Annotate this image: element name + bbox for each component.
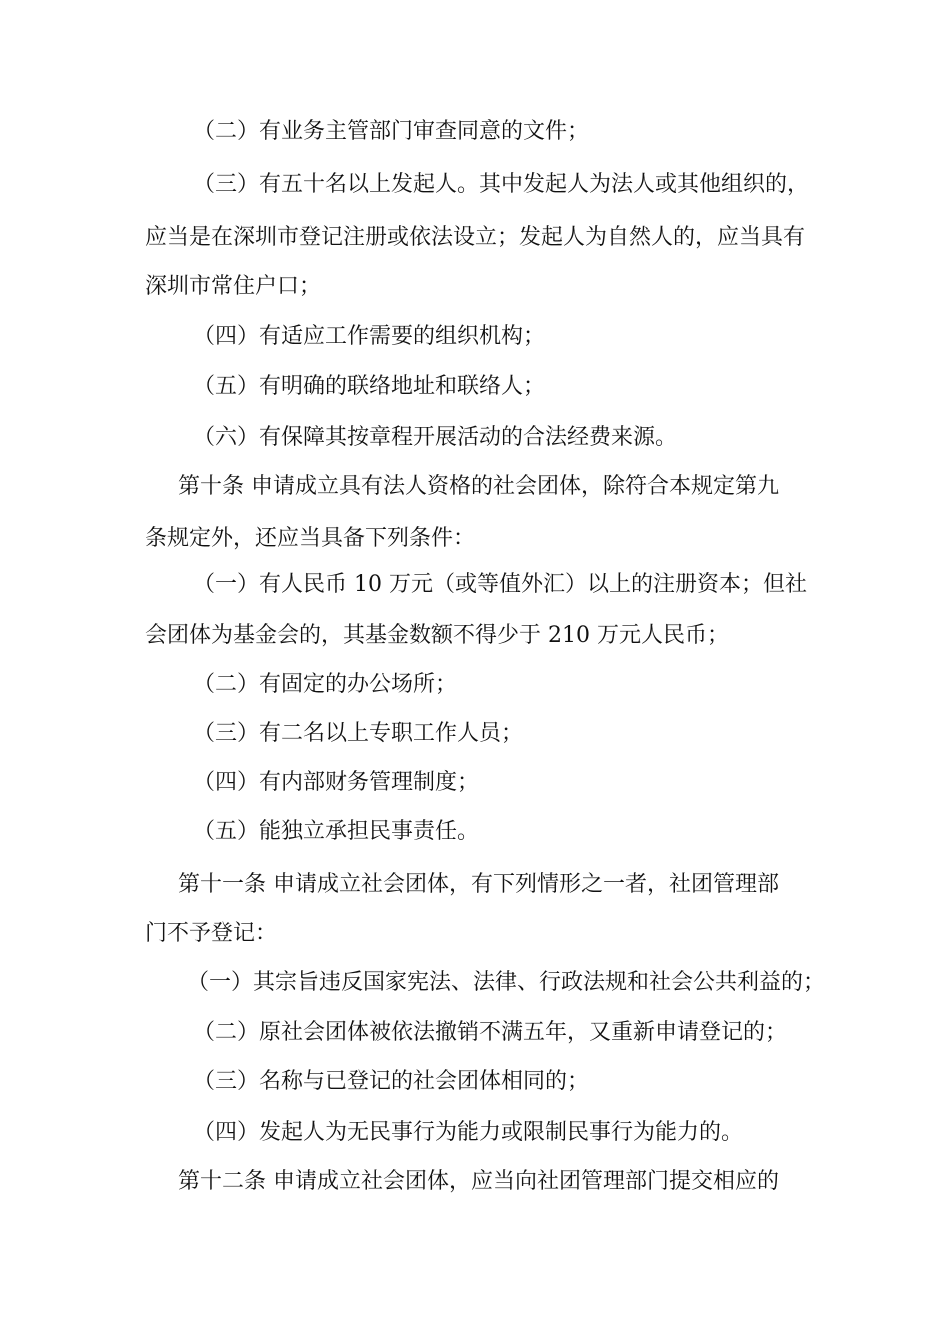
article-12-heading: 第十二条 申请成立社会团体，应当向社团管理部门提交相应的 [178, 1169, 779, 1194]
clause-item-4-organization: （四）有适应工作需要的组织机构； [193, 324, 546, 349]
clause-item-3-founders-continued: 应当是在深圳市登记注册或依法设立；发起人为自然人的，应当具有 [145, 225, 806, 250]
article-11-heading: 第十一条 申请成立社会团体，有下列情形之一者，社团管理部 [178, 872, 779, 897]
article-11-continued: 门不予登记： [145, 921, 278, 946]
article-10-item-3-staff: （三）有二名以上专职工作人员； [193, 721, 524, 746]
clause-item-2-document-approval: （二）有业务主管部门审查同意的文件； [193, 119, 590, 144]
article-10-item-1-capital: （一）有人民币 10 万元（或等值外汇）以上的注册资本；但社 [193, 572, 807, 597]
article-10-continued: 条规定外，还应当具备下列条件： [145, 526, 476, 551]
article-10-item-5-liability: （五）能独立承担民事责任。 [193, 819, 480, 844]
article-10-item-4-finance: （四）有内部财务管理制度； [193, 770, 480, 795]
article-10-heading: 第十条 申请成立具有法人资格的社会团体，除符合本规定第九 [178, 474, 779, 499]
article-11-item-1-purpose: （一）其宗旨违反国家宪法、法律、行政法规和社会公共利益的； [187, 970, 826, 995]
article-11-item-4-capacity: （四）发起人为无民事行为能力或限制民事行为能力的。 [193, 1120, 744, 1145]
clause-item-3-founders: （三）有五十名以上发起人。其中发起人为法人或其他组织的， [193, 172, 810, 197]
article-10-item-1-continued: 会团体为基金会的，其基金数额不得少于 210 万元人民币； [145, 623, 729, 648]
clause-item-3-founders-end: 深圳市常住户口； [145, 274, 322, 299]
article-11-item-3-name: （三）名称与已登记的社会团体相同的； [193, 1069, 590, 1094]
article-11-item-2-revoked: （二）原社会团体被依法撤销不满五年，又重新申请登记的； [193, 1020, 788, 1045]
clause-item-5-contact: （五）有明确的联络地址和联络人； [193, 374, 546, 399]
clause-item-6-funding: （六）有保障其按章程开展活动的合法经费来源。 [193, 425, 678, 450]
article-10-item-2-office: （二）有固定的办公场所； [193, 672, 458, 697]
